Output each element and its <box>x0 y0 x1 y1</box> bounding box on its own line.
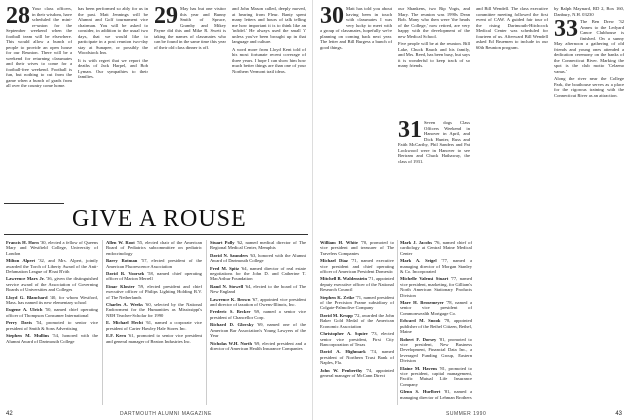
honor-entry <box>320 368 394 379</box>
class-notes-col-4 <box>476 6 548 196</box>
class-year-dropcap: 29 <box>154 6 178 29</box>
honoree-name: Elaine M. Havens <box>400 365 438 371</box>
honor-entry <box>210 284 306 295</box>
honoree-name: Richard D. Glovsky <box>210 322 254 328</box>
honoree-name: Frederic S. Becker <box>210 309 251 315</box>
honor-text: '54, honored with the Alumni Award of Dartmouth College <box>6 333 98 344</box>
class-notes-col-1 <box>320 6 392 196</box>
honor-text: '81, promoted to vice president, capital management, Pacific Mutual Life Insurance Company <box>400 365 472 387</box>
honor-text: '76, named chief of cardiology at Central Maine Medical Center <box>400 240 472 256</box>
honor-entry <box>6 295 98 306</box>
honor-entry <box>320 331 394 347</box>
honor-entry <box>210 322 306 338</box>
honors-col-b <box>400 240 472 405</box>
honoree-name: Michael Diaz <box>320 258 348 264</box>
left-page <box>0 0 313 420</box>
honor-text: '61, promoted to senior vice president and general manager of Beaton Industries Inc. <box>106 333 202 344</box>
honor-entry <box>320 313 394 329</box>
honor-entry <box>400 240 472 256</box>
honor-text: '78, named a senior vice president of Commonwealth Mortgage Co. <box>400 300 472 316</box>
honoree-name: Perry Davis <box>6 320 33 326</box>
class-notes-col-2 <box>398 6 470 116</box>
honor-text: '69, elected president and a director of American Health Insurance Companies <box>210 340 306 351</box>
class-notes-text: Matt has told you about having been in touch with classmates I was very lucky to meet with a group of classmates, hopefully we're planning on coming back next year. The letter and Bill Burgess a bunch of good things. <box>320 6 392 50</box>
honor-text: '32, and Mrs. Alpert, jointly awarded the Torch of Liberty Award of the Anti-Defamation League of B'nai B'rith <box>6 258 98 275</box>
section-banner: GIVE A ROUSE <box>72 206 247 232</box>
honoree-name: Lawrence K. Brown <box>210 296 251 302</box>
honoree-name: Charles A. Weeks <box>106 302 143 308</box>
class-notes-text: Along the river near the College Park, the boathouse serves as a place for the rigorous training with the Connecticut River as an attraction. <box>554 76 624 98</box>
class-notes-text: Seven dogs Class Officers Weekend in Hanover in April, and Dick Hunter, Russ and Faith McCarthy, Phil Sanders and Pat Lockwood were in Hanover to see Bertram and Chuck Hathaway, the class of 1931. <box>398 120 470 164</box>
page-number: 42 <box>6 411 13 417</box>
page-number: 43 <box>615 411 622 417</box>
class-notes-text: The Ben Drew '32 Annex to the Ledyard Canoe Clubhouse is finished. On a sunny May afternoon a gathering of old friends and young ones attended a dedication ceremony on the banks of the Connecticut River. Marking the spot is the club motto 'Celaeno vanus.' <box>554 19 624 74</box>
honoree-name: Edward M. Snook <box>400 318 441 324</box>
honoree-name: Robert F. Dorsey <box>400 336 437 342</box>
class-notes-text: It is with regret that we report the deaths of Jack Harpel, and Bob Lyman. Our sympathies to their families. <box>78 57 148 79</box>
honoree-name: David M. Krupp <box>320 312 353 318</box>
honoree-name: Stephen K. Zrike <box>320 294 355 300</box>
honoree-name: Francis H. Horn <box>6 240 39 245</box>
honor-text: '50, named chief operating officer of Thompson Consumer International <box>6 307 98 318</box>
honor-entry <box>320 295 394 311</box>
honoree-name: William H. White <box>320 240 358 245</box>
column-divider <box>206 240 207 405</box>
honor-entry <box>6 240 98 256</box>
honoree-name: Mark J. Jacobs <box>400 240 433 245</box>
honor-text: '69, named a senior vice president of Chancellor Corp. <box>210 309 306 320</box>
honor-text: '62, named medical director of The Regional Medical Center, Memphis <box>210 240 306 251</box>
honoree-name: David A. Highmark <box>320 349 366 355</box>
honor-text: '54, promoted to senior vice president of Smith & Sons Advertising <box>6 320 98 331</box>
honor-text: '57, elected president of the American Fluorescence Association <box>106 258 202 269</box>
honor-text: '81, named a managing director of Lehman Brothers <box>400 389 472 400</box>
honors-col-b <box>106 240 202 405</box>
honor-entry <box>320 276 394 292</box>
class-notes-text: Five people will be at the reunion. Bill Lake, Chuck Rauch and his family, and Mrs. Reed, has been busy, but says it is wonderful to keep track of so many friends. <box>398 41 470 68</box>
honoree-name: Stephen M. Mullins <box>6 333 50 339</box>
honoree-name: Allen W. Root <box>106 240 135 245</box>
honor-entry <box>210 253 306 264</box>
honor-text: '72, awarded the John Baker Gold Medal of the American Economic Association <box>320 312 394 329</box>
class-notes-text: has been performed so ably for us in the past. Matt Jennings will be Alumni and Golf tournament vice chairman. You will be asked to consider, in addition to the usual two days, that we would like to participate in a post reunion two-day stay at Sunapee, or possibly the Woodstock Inn. <box>78 6 148 55</box>
honor-entry <box>106 320 202 331</box>
honor-entry <box>6 258 98 274</box>
honor-text: '81, promoted to vice president, New Business Development, Financial Data Inc., a leveraged Funding Group, Eastern Division <box>400 336 472 364</box>
class-notes-col-3 <box>398 120 470 200</box>
column-divider <box>397 240 398 405</box>
honor-text: '64, named director of real estate negotiations for the John D. and Catherine T. MacArthur Foundation <box>210 265 306 282</box>
honor-text: '63, honored with the Alumni Award of Dartmouth College <box>210 252 306 264</box>
magazine-footer: DARTMOUTH ALUMNI MAGAZINE <box>120 411 212 417</box>
honoree-name: Milton Alpert <box>6 258 36 264</box>
class-notes-col-3 <box>154 6 226 196</box>
honor-entry <box>106 258 202 269</box>
honor-entry <box>210 266 306 282</box>
class-notes-text: by Ralph Maynard, RD 2, Box 160, Danbury, N.H. 03230 <box>554 6 624 17</box>
honoree-name: Michelle Valensi Stuart <box>400 276 449 282</box>
honor-text: '77, named a managing director of Morgan Stanley & Co. Incorporated <box>400 258 472 275</box>
honor-entry <box>6 333 98 344</box>
honor-text: '77, named vice president, marketing, for Gilliam's North American Stationary Products Division <box>400 276 472 298</box>
class-notes-text: May has but one visitor this year and Bunny Smith of Spruce, Gramby and Mikey Payne did this and Mike R. Swett is taking the names of classmates who can be found in the same time this year of their old class dinner is off. <box>154 6 226 50</box>
honoree-name: Barry Rotman <box>106 258 138 264</box>
banner-rule-left <box>4 203 64 204</box>
honor-text: '74, appointed general manager of McCann Direct <box>320 367 394 378</box>
honor-entry <box>400 337 472 364</box>
class-notes-col-5 <box>554 6 624 406</box>
honor-text: '69, named one of the American Bar Association's Young Lawyers of the Year <box>210 322 306 339</box>
honor-text: '78, appointed publisher of the Bethel Citizen, Bethel, Maine <box>400 318 472 335</box>
honor-text: '61, named a corporate vice president of Carter Hawley Hale Stores Inc. <box>106 320 202 331</box>
honor-entry <box>400 389 472 400</box>
honor-text: '71, named executive vice president and chief operating officer of American President Domestic <box>320 258 394 275</box>
honor-entry <box>106 240 202 256</box>
honor-entry <box>210 240 306 251</box>
honor-entry <box>400 258 472 274</box>
honoree-name: Eugene A. Ulrich <box>6 307 43 313</box>
honor-text: '74, named president of Northern Trust Bank of Naples, Fla. <box>320 349 394 366</box>
honor-entry <box>210 309 306 320</box>
honor-text: '60, selected by the National Endowment for the Humanities as Mississippi's NEH Teacher-Scholar for 1990 <box>106 302 202 318</box>
class-notes-col-2 <box>78 6 148 196</box>
honoree-name: Nicholas W.H. North <box>210 340 253 346</box>
honor-text: '58, named chief operating officer of Marion Merrell <box>106 271 202 282</box>
honor-text: '71, appointed deputy executive officer of the National Research Council <box>320 276 394 293</box>
honoree-name: Christopher A. Squire <box>320 331 368 337</box>
class-notes-text: our Shankens, two Rip Vogts, and Mary. The reunion was 1990s Dean Bob. Many who then were 'the heads of the College,' now retired, are very happy with the development of the new Medical School. <box>398 6 470 39</box>
honoree-name: E.F. Kern <box>106 333 127 339</box>
class-notes-col-1 <box>6 6 72 196</box>
honoree-name: David N. Saunders <box>210 252 249 258</box>
class-notes-text: Your class officers, in their wisdom, have scheduled the mini-re-union for the September weekend when the football team will be elsewhere. This would allow a bunch of people to provide an open house for our Reunion. There will be a weekend for returning classmates and their wives to come for a football-free weekend. Football is fun, but nothing to cut from the game when a bunch of grads from all over the country come home. <box>6 6 72 88</box>
honor-text: '59, elected president and chief executive officer of Philips Lighting Holding B.V. of The Netherlands <box>106 283 202 300</box>
honor-text: '67, appointed vice president and director of taxation of Owens-Illinois, Inc. <box>210 296 306 308</box>
honor-text: '36, given the distinguished service award of the Association of Governing Boards of Universities and Colleges <box>6 276 98 293</box>
honor-entry <box>400 300 472 316</box>
honoree-name: Glenn S. Hurlbert <box>400 389 441 395</box>
honor-text: '55, elected chair of the American Board of Pediatrics subcommittee on pediatric endocrinology <box>106 240 202 256</box>
honor-text: '70, promoted to vice president and treasurer of The Travelers Companies <box>320 240 394 256</box>
column-divider <box>102 240 103 405</box>
honoree-name: Lawrence Marx Jr. <box>6 276 45 282</box>
issue-footer: SUMMER 1990 <box>446 411 487 417</box>
class-notes-text: and Bill Wendell. The class executive committee meeting followed the first event of CAW. A guided fair tour of the rising Dartmouth-Hitchcock Medical Center was scheduled for fourteen of us. Afterward Bill Wendell asked Ed Bruemen to include in our 60th Reunion program. <box>476 6 548 50</box>
honors-col-c <box>210 240 306 405</box>
class-notes-text: and John Mason called, deeply moved, at hearing from Fleur. Banty spent many letters and hours of talk telling me how important it is to think like an 'infidel.' He always used the small 'i' unless you've been brought up in that language and culture. <box>232 6 306 44</box>
honoree-name: Rand N. Stowell <box>210 283 244 289</box>
honor-entry <box>6 276 98 292</box>
honor-entry <box>6 307 98 318</box>
honors-col-a <box>6 240 98 405</box>
honor-entry <box>106 271 202 282</box>
honoree-name: Einar Kloster <box>106 283 135 289</box>
class-year-dropcap: 30 <box>320 6 344 29</box>
honor-text: '30, elected a fellow of Queens Mary and Westfield College, University of London <box>6 240 98 256</box>
honor-text: '73, elected senior vice president, First City Bancorporation of Texas <box>320 331 394 347</box>
honor-entry <box>210 341 306 352</box>
honoree-name: John W. Penberthy <box>320 367 363 373</box>
honor-entry <box>320 240 394 256</box>
honor-text: '64, elected to the board of The New England <box>210 283 306 295</box>
honor-entry <box>210 297 306 308</box>
honoree-name: Mare H. Brosemeyer <box>400 300 444 306</box>
class-year-dropcap: 28 <box>6 6 30 29</box>
honor-text: '71, named president of the Precision Frame subsidiary of Colgate-Palmolive Company <box>320 294 394 311</box>
honoree-name: E. Michael Hecht <box>106 320 144 326</box>
class-notes-text: A word more from Lloyd Kent told of his most fortunate recent coverage of three years. I hope I can show him how much better things are than one of your Northern Vermont trail ideas. <box>232 46 306 74</box>
honoree-name: Fred M. Spitz <box>210 265 240 271</box>
honor-entry <box>106 333 202 344</box>
honor-entry <box>400 318 472 334</box>
honoree-name: Stuart Polly <box>210 240 235 245</box>
honor-text: '40, for whom Westford, Mass. has named its new elementary school <box>6 294 98 306</box>
honor-entry <box>400 366 472 388</box>
honor-entry <box>400 276 472 298</box>
class-year-dropcap: 31 <box>398 120 422 143</box>
honoree-name: Mitchell B. Waldenstein <box>320 276 368 282</box>
honoree-name: Lloyd G. Blanchard <box>6 294 48 300</box>
class-notes-col-4 <box>232 6 306 196</box>
banner-rule-bottom <box>4 234 308 235</box>
honor-entry <box>6 320 98 331</box>
class-year-dropcap: 33 <box>554 16 578 42</box>
right-page <box>316 0 628 420</box>
honor-entry <box>106 302 202 318</box>
honor-entry <box>106 284 202 300</box>
honor-entry <box>320 258 394 274</box>
honoree-name: David R. Voorsek <box>106 271 145 277</box>
honoree-name: Mark A. Seigel <box>400 258 437 264</box>
honor-entry <box>320 349 394 365</box>
honors-col-a <box>320 240 394 405</box>
